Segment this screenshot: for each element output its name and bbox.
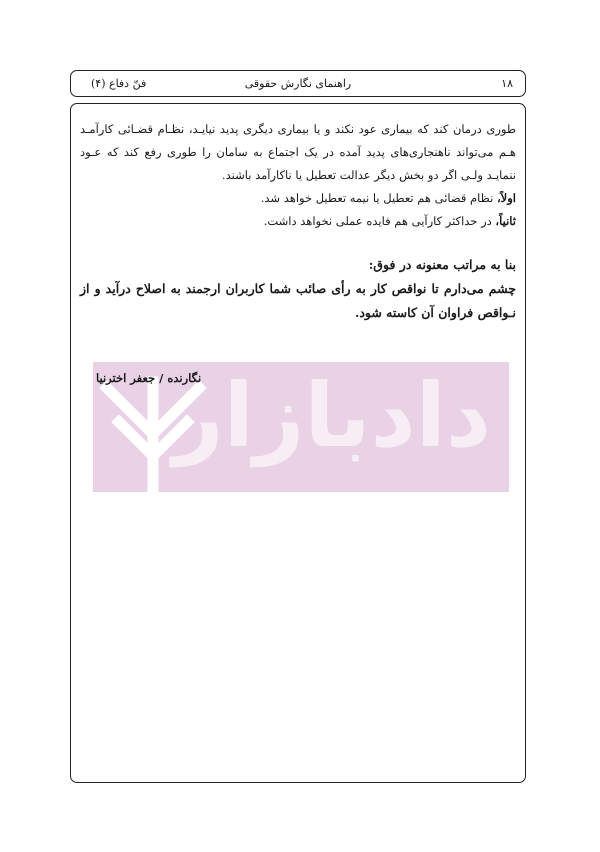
point-second-text: در حداکثر کارآیی هم فایده عملی نخواهد داشت.: [263, 214, 496, 228]
series-title: فنّ دفاع (۴): [91, 77, 147, 90]
page-number: ۱۸: [501, 77, 513, 90]
signature: نگارنده / جعفر اخترنیا: [96, 371, 202, 385]
point-second: [80, 210, 516, 233]
point-second-label: ثانیاً،: [495, 214, 516, 228]
closing-text: چشم می‌دارم تا نواقص کار به رأی صائب شما کاربران ارجمند به اصلاح درآید و از نـواقص فراوان آن کاسته شود.: [80, 281, 516, 320]
point-first-label: اولاً،: [496, 191, 516, 205]
body-text: [80, 118, 516, 325]
paragraph: طوری درمان کند که بیماری عود نکند و یا بیماری دیگری پدید نیایـد، نظـام قضـائی کارآمـد هـم می‌تواند ناهنجاری‌های پدید آمده در یک اجتماع به سامان را طوری رفع کند که عـود ننمایـد ولـی اگر دو بخش دیگر عدالت تعطیل یا ناکارآمد باشند.: [80, 122, 516, 182]
point-first: [80, 187, 516, 210]
closing-heading: بنا به مراتب معنونه در فوق:: [368, 257, 516, 272]
page-header: [70, 70, 526, 97]
running-title: راهنمای نگارش حقوقی: [244, 77, 352, 90]
watermark-text: دادبازار: [172, 364, 491, 467]
spacer: [80, 233, 516, 253]
point-first-text: نظام قضائی هم تعطیل یا نیمه تعطیل خواهد شد.: [260, 191, 497, 205]
